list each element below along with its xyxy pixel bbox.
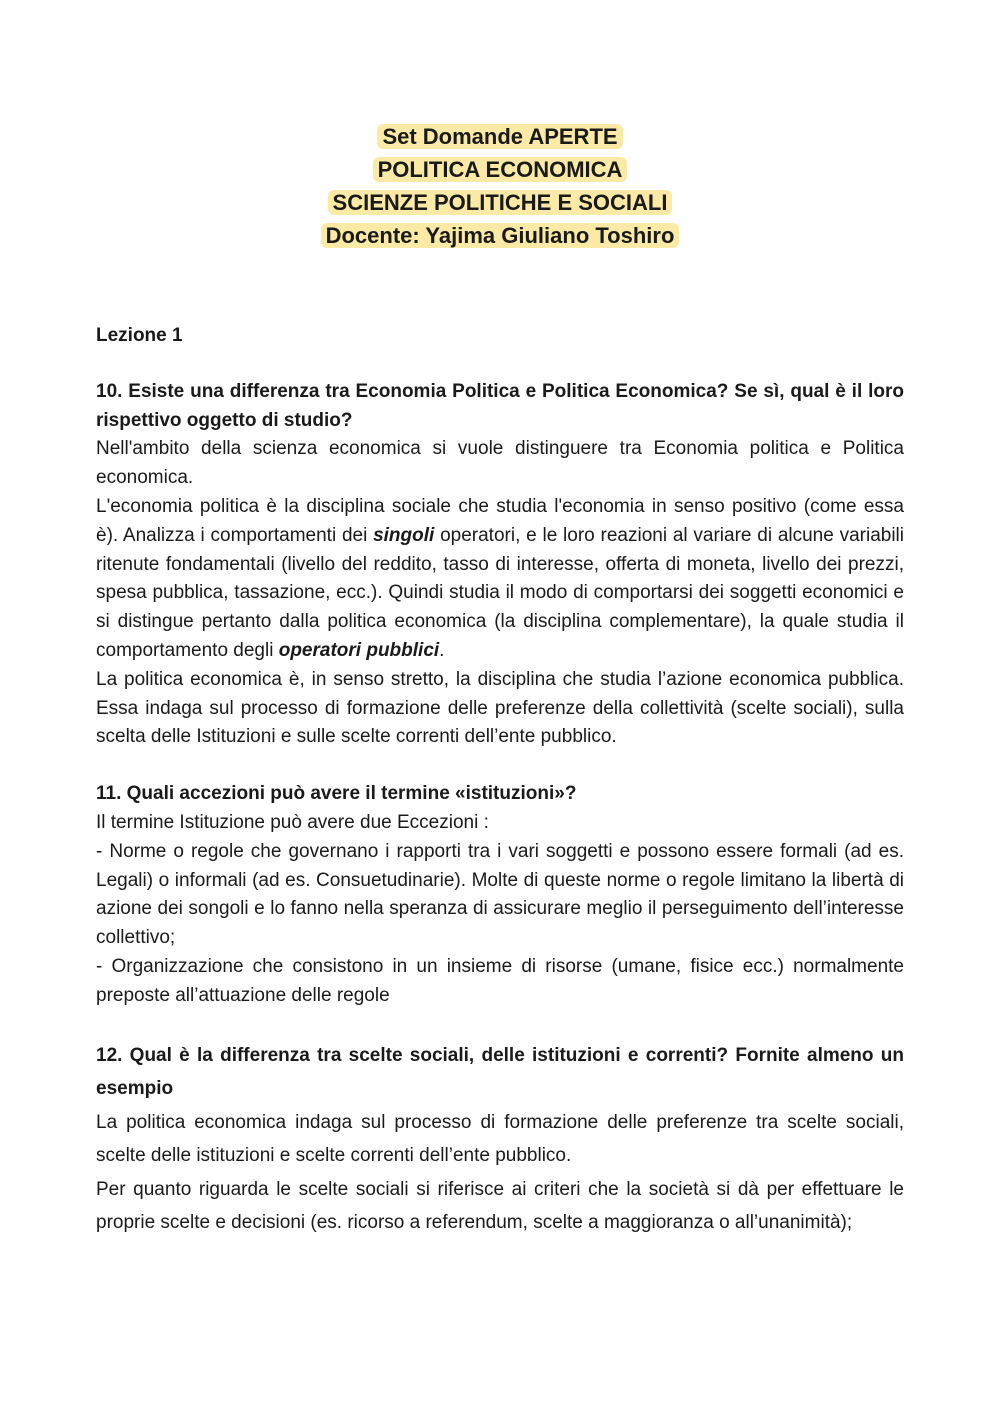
question-11-list-item-1: - Norme o regole che governano i rapporti tra i vari soggetti e possono essere formali (ad es. Legali) o informali (ad es. Consuetudinarie). Molte di queste norme o regole limitano la libertà di azione dei songoli e lo fanno nella speranza di assicurare meglio il perseguimento dell’interesse collettivo; [96, 840, 904, 949]
question-11-list-item-2: - Organizzazione che consistono in un insieme di risorse (umane, fisice ecc.) normalmente preposte all’attuazione delle regole [96, 955, 904, 1006]
question-11-section [96, 780, 904, 1010]
emphasis-singoli: singoli [373, 524, 435, 546]
title-line-3: SCIENZE POLITICHE E SOCIALI [328, 190, 673, 215]
lesson-heading: Lezione 1 [96, 325, 183, 346]
question-10-paragraph-1: Nell'ambito della scienza economica si vuole distinguere tra Economia politica e Politica economica. [96, 438, 904, 489]
paragraph-text: L'economia politica è la disciplina sociale che studia l'economia in senso positivo (come essa è). Analizza i comportamenti dei [96, 495, 904, 546]
question-10-paragraph-3: La politica economica è, in senso stretto, la disciplina che studia l’azione economica pubblica. Essa indaga sul processo di formazione delle preferenze della collettività (scelte sociali), sulla scelta delle Istituzioni e sulle scelte correnti dell’ente pubblico. [96, 668, 904, 748]
title-line-2: POLITICA ECONOMICA [373, 157, 628, 182]
paragraph-text: . [439, 639, 445, 661]
question-11-paragraph-1: Il termine Istituzione può avere due Eccezioni : [96, 811, 489, 833]
question-12-section [96, 1039, 904, 1240]
document-body [96, 322, 904, 1240]
question-12-paragraph-2: Per quanto riguarda le scelte sociali si riferisce ai criteri che la società si dà per effettuare le proprie scelte e decisioni (es. ricorso a referendum, scelte a maggioranza o all’unanimità); [96, 1178, 904, 1234]
emphasis-operatori-pubblici: operatori pubblici [278, 639, 440, 661]
question-11-heading: 11. Quali accezioni può avere il termine «istituzioni»? [96, 783, 577, 805]
question-10-heading: 10. Esiste una differenza tra Economia Politica e Politica Economica? Se sì, qual è il loro rispettivo oggetto di studio? [96, 380, 904, 431]
question-12-heading: 12. Qual è la differenza tra scelte sociali, delle istituzioni e correnti? Fornite almeno un esempio [96, 1044, 904, 1100]
question-10-paragraph-2 [96, 493, 904, 666]
title-line-1: Set Domande APERTE [377, 124, 622, 149]
document-title [0, 120, 1000, 252]
paragraph-text: operatori, e le loro reazioni al variare di alcune variabili ritenute fondamentali (livello del reddito, tasso di interesse, offerta di moneta, livello dei prezzi, spesa pubblica, tassazione, ecc.). Quindi studia il modo di comportarsi dei soggetti economici e si distingue pertanto dalla politica economica (la disciplina complementare), la quale studia il comportamento degli [96, 524, 904, 661]
question-10-section [96, 378, 904, 752]
title-line-4: Docente: Yajima Giuliano Toshiro [321, 223, 680, 248]
question-12-paragraph-1: La politica economica indaga sul processo di formazione delle preferenze tra scelte sociali, scelte delle istituzioni e scelte correnti dell’ente pubblico. [96, 1111, 904, 1167]
